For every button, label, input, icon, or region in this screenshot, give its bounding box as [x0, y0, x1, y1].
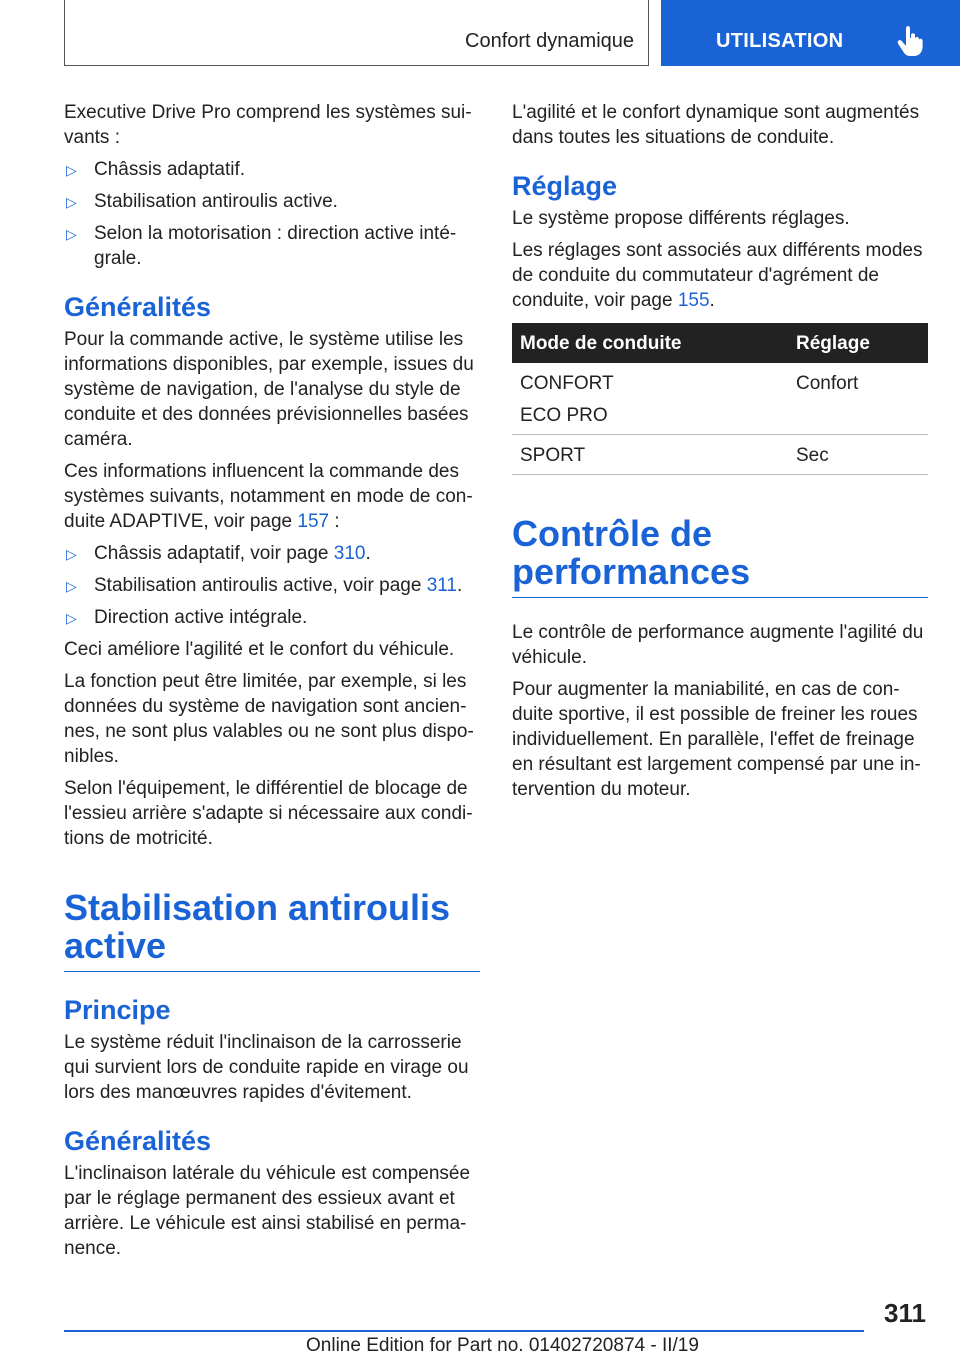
page-link-311[interactable]: 311 — [426, 575, 457, 596]
triangle-bullet-icon: ▷ — [66, 226, 77, 242]
chapter-tab[interactable] — [661, 0, 960, 66]
paragraph: Selon l'équipement, le différentiel de blocage de l'essieu arrière s'adapte si nécessaire aux conditions de motricité. — [64, 778, 473, 849]
list-item-text: . — [365, 543, 371, 564]
settings-table — [512, 323, 928, 475]
table-header-row — [512, 323, 928, 363]
list-item-text: Stabilisation antiroulis active, voir page — [94, 575, 427, 596]
table-cell-mode — [512, 435, 788, 475]
page-link-155[interactable]: 155 — [677, 290, 710, 311]
list-item-text: Selon la motorisation : direction active intégrale. — [94, 223, 457, 269]
generalites-heading: Généralités — [64, 292, 212, 322]
table-cell-mode — [512, 363, 788, 435]
paragraph: Le système propose différents réglages. — [512, 208, 850, 229]
paragraph: Le système réduit l'inclinaison de la carrosserie qui survient lors de conduite rapide en virage ou lors des manœuvres rapides d'évitement. — [64, 1032, 469, 1103]
triangle-bullet-icon: ▷ — [66, 546, 77, 562]
list-item-text: . — [456, 575, 463, 596]
page-header — [0, 0, 960, 66]
intro-paragraph: L'agilité et le confort dynamique sont augmentés dans toutes les situations de conduite. — [512, 102, 920, 148]
page-link-310[interactable]: 310 — [333, 543, 366, 564]
list-item — [64, 573, 480, 598]
triangle-bullet-icon: ▷ — [66, 578, 77, 594]
list-item-text: Châssis adaptatif. — [94, 159, 246, 180]
page-number: 311 — [884, 1298, 926, 1328]
list-item — [64, 221, 480, 271]
left-column — [64, 100, 480, 1268]
right-column — [512, 100, 928, 809]
mode-value: SPORT — [520, 445, 586, 466]
paragraph: Le contrôle de performance augmente l'agilité du véhicule. — [512, 622, 924, 668]
paragraph-text: : — [329, 511, 340, 532]
triangle-bullet-icon: ▷ — [66, 610, 77, 626]
paragraph-text: Ces informations influencent la commande des systèmes suivants, notamment en mode de conduite ADAPTIVE, voir page — [64, 461, 473, 532]
paragraph — [512, 238, 928, 313]
section-title-box — [64, 0, 649, 66]
footer-edition: Online Edition for Part no. 01402720874 - II/19 — [306, 1335, 699, 1356]
paragraph-text: . — [709, 290, 715, 311]
table-cell-setting: Sec — [788, 435, 928, 475]
intro-paragraph: Executive Drive Pro comprend les systèmes suivants : — [64, 102, 472, 148]
list-item-text: Stabilisation antiroulis active. — [94, 191, 338, 212]
pointing-hand-icon — [897, 26, 923, 56]
generalites-heading-2: Généralités — [64, 1126, 212, 1156]
list-item — [64, 157, 480, 182]
paragraph: Pour la commande active, le système utilise les informations disponibles, par exemple, issues du système de navigation, de l'analyse du style de conduite et des données prévisionnelles basées caméra. — [64, 329, 474, 450]
paragraph — [64, 459, 480, 534]
section-title: Confort dynamique — [465, 30, 634, 52]
paragraph: La fonction peut être limitée, par exemple, si les données du système de navigation sont anciennes, ne sont plus valables ou ne sont plus disponibles. — [64, 671, 474, 767]
reglage-heading: Réglage — [512, 171, 618, 201]
table-header-mode: Mode de conduite — [512, 323, 788, 363]
table-cell-setting: Confort — [788, 363, 928, 435]
paragraph: L'inclinaison latérale du véhicule est compensée par le réglage permanent des essieux avant et arrière. Le véhicule est ainsi stabilisé en permanence. — [64, 1163, 471, 1259]
chapter-tab-label: UTILISATION — [716, 30, 844, 52]
performances-heading: Contrôle de performances — [512, 515, 928, 598]
stabilisation-heading: Stabilisation antiroulis active — [64, 889, 480, 972]
mode-value: CONFORT — [520, 373, 614, 394]
list-item — [64, 605, 480, 630]
principe-heading: Principe — [64, 995, 171, 1025]
page-link-157[interactable]: 157 — [297, 511, 330, 532]
list-item-text: Direction active intégrale. — [94, 607, 308, 628]
table-header-setting: Réglage — [788, 323, 928, 363]
list-item-text: Châssis adaptatif, voir page — [94, 543, 334, 564]
table-row — [512, 435, 928, 475]
triangle-bullet-icon: ▷ — [66, 162, 77, 178]
paragraph: Pour augmenter la maniabilité, en cas de conduite sportive, il est possible de freiner les roues individuellement. En parallèle, l'effet de freinage en résultant est largement compensé par une intervention du moteur. — [512, 679, 921, 800]
mode-value: ECO PRO — [520, 405, 608, 426]
paragraph-text: Les réglages sont associés aux différents modes de conduite du commutateur d'agrément de conduite, voir page — [512, 240, 923, 311]
paragraph: Ceci améliore l'agilité et le confort du véhicule. — [64, 639, 455, 660]
table-row — [512, 363, 928, 435]
list-item — [64, 541, 480, 566]
list-item — [64, 189, 480, 214]
triangle-bullet-icon: ▷ — [66, 194, 77, 210]
footer-divider — [64, 1330, 864, 1332]
